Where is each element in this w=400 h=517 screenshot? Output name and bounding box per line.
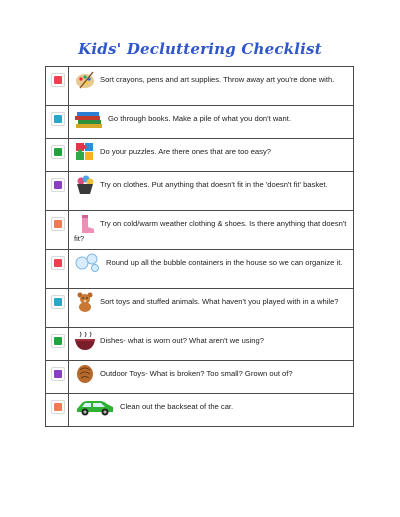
bubbles-icon: [74, 253, 102, 273]
checklist-row: [46, 172, 354, 211]
car-icon: [74, 397, 116, 417]
item-text: Outdoor Toys- What is broken? Too small? Grown out of?: [100, 369, 293, 378]
teddy-bear-icon: [74, 292, 96, 312]
checkbox[interactable]: [51, 367, 65, 381]
checklist-table: [45, 66, 354, 427]
checklist-row: [46, 289, 354, 328]
clothes-basket-icon: [74, 175, 96, 195]
checklist-row: [46, 67, 354, 106]
books-icon: [74, 109, 104, 129]
checklist-row: [46, 139, 354, 172]
checkbox[interactable]: [51, 217, 65, 231]
checkbox[interactable]: [51, 295, 65, 309]
item-text: Try on cold/warm weather clothing & shoes. Is there anything that doesn't fit?: [74, 219, 347, 243]
item-text: Sort crayons, pens and art supplies. Throw away art you're done with.: [100, 75, 335, 84]
checklist-row: [46, 211, 354, 250]
checkbox[interactable]: [51, 112, 65, 126]
item-text: Do your puzzles. Are there ones that are too easy?: [100, 147, 271, 156]
checklist-row: [46, 328, 354, 361]
item-text: Round up all the bubble containers in the house so we can organize it.: [106, 258, 343, 267]
baseball-glove-icon: [74, 364, 96, 384]
checklist-row: [46, 250, 354, 289]
checkbox[interactable]: [51, 145, 65, 159]
checkbox[interactable]: [51, 400, 65, 414]
checklist-row: [46, 394, 354, 427]
checkbox[interactable]: [51, 73, 65, 87]
boot-icon: [74, 214, 96, 234]
item-text: Go through books. Make a pile of what you don't want.: [108, 114, 291, 123]
item-text: Dishes- what is worn out? What aren't we using?: [100, 336, 264, 345]
item-text: Clean out the backseat of the car.: [120, 402, 234, 411]
item-text: Try on clothes. Put anything that doesn't fit in the 'doesn't fit' basket.: [100, 180, 328, 189]
page-title: Kids' Decluttering Checklist: [78, 40, 322, 58]
bowl-icon: [74, 331, 96, 351]
checkbox[interactable]: [51, 334, 65, 348]
checklist-row: [46, 106, 354, 139]
checklist-row: [46, 361, 354, 394]
checkbox[interactable]: [51, 178, 65, 192]
checkbox[interactable]: [51, 256, 65, 270]
item-text: Sort toys and stuffed animals. What haven't you played with in a while?: [100, 297, 339, 306]
puzzle-icon: [74, 142, 96, 162]
art-palette-icon: [74, 70, 96, 90]
